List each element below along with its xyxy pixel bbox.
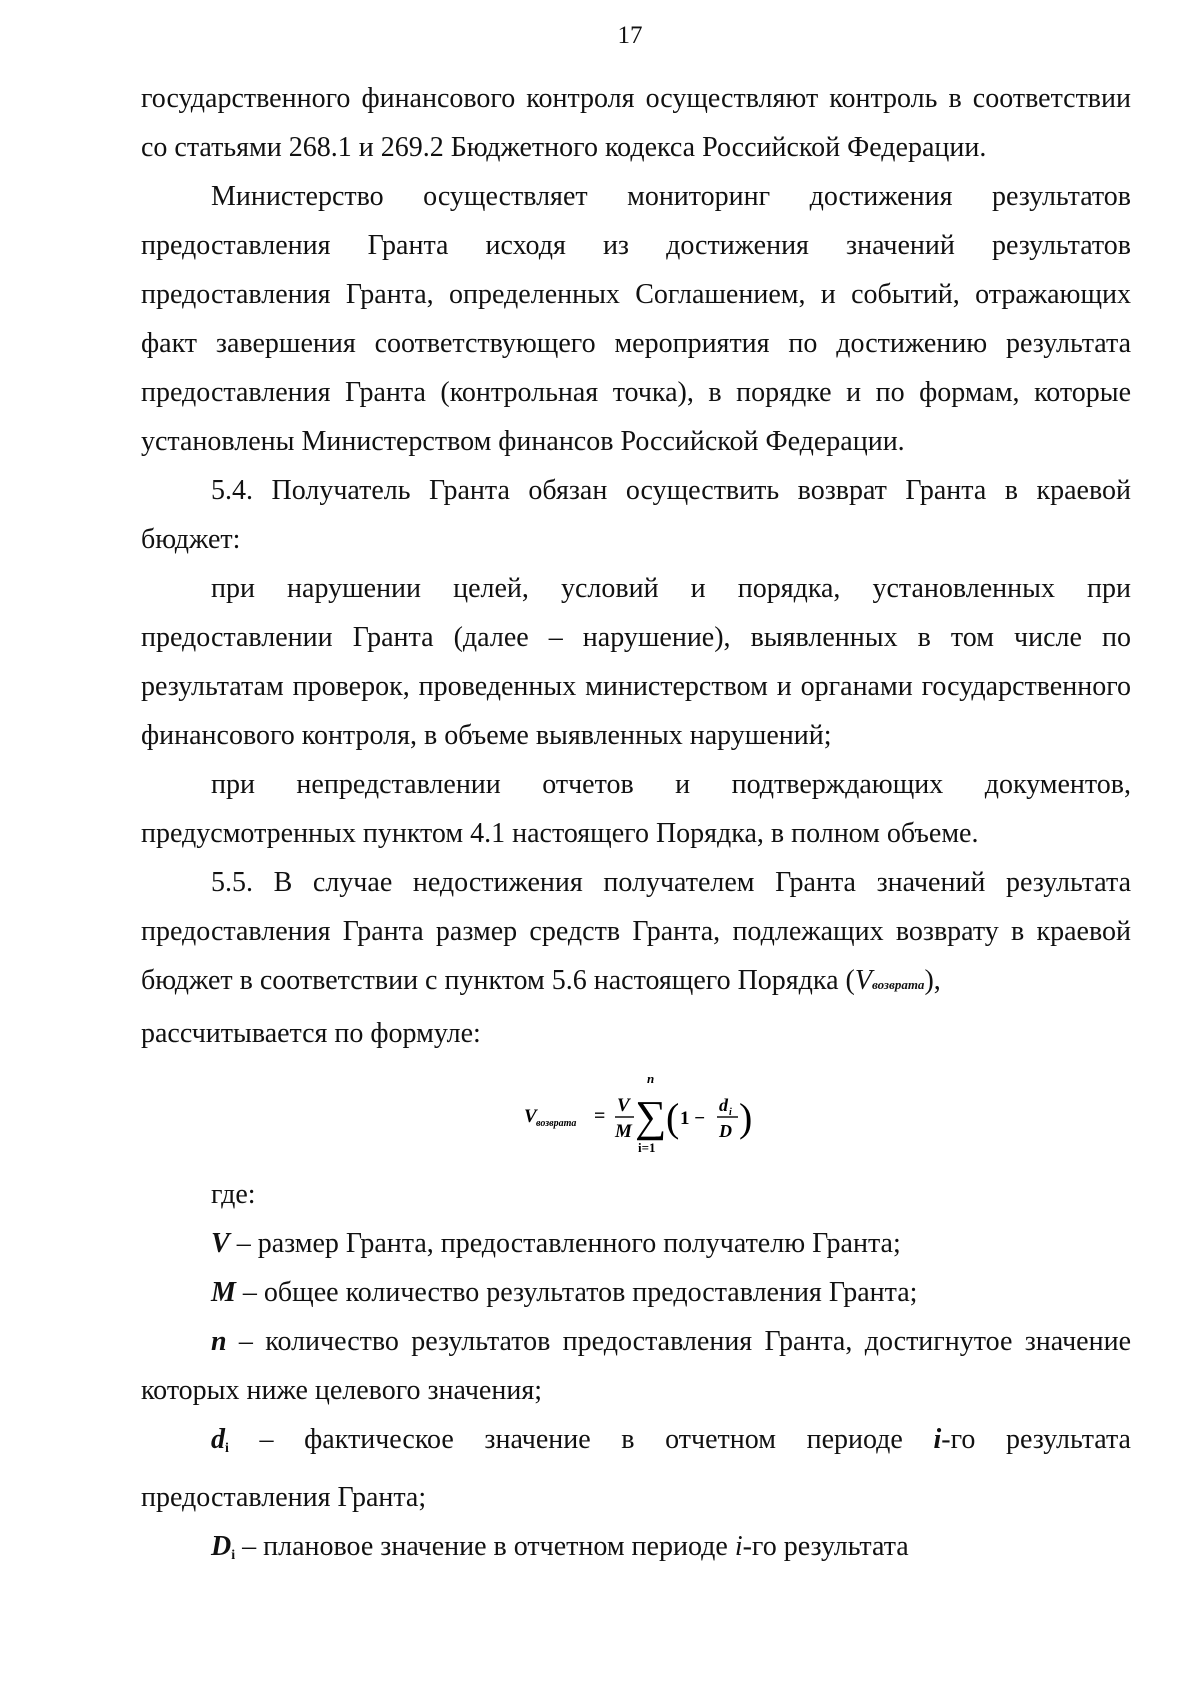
paragraph-5-4: 5.4. Получатель Гранта обязан осуществить возврат Гранта в краевой бюджет:	[141, 475, 1131, 555]
formula-lhs-sub: возврата	[536, 1118, 577, 1129]
formula-num: V	[617, 1095, 630, 1116]
formula-one-minus: 1 −	[680, 1108, 706, 1129]
paragraph-5-5-close: ),	[924, 965, 941, 996]
paragraph-5-5-text: 5.5. В случае недостижения получателем Гранта значений результата предоставления Гранта размер средств Гранта, подлежащих возврату в краевой бюджет в соответствии с пунктом 5.6 настоящего Порядка (	[141, 867, 1131, 996]
def-symbol: M	[211, 1277, 236, 1308]
def-symbol: d	[211, 1424, 225, 1455]
where-label: где:	[211, 1179, 256, 1210]
v-return-subscript: возврата	[871, 977, 925, 992]
paragraph: при нарушении целей, условий и порядка, установленных при предоставлении Гранта (далее – нарушение), выявленных в том числе по результатам проверок, проведенных министерством и органами государственного финансового контроля, в объеме выявленных нарушений;	[141, 573, 1131, 751]
def-symbol: V	[211, 1228, 230, 1259]
def-subscript: i	[231, 1548, 236, 1563]
page-number: 17	[617, 22, 643, 49]
def-symbol: D	[211, 1531, 232, 1562]
def-text: -го результата	[742, 1531, 909, 1562]
def-text: – количество результатов предоставления Гранта, достигнутое значение которых ниже целевого значения;	[141, 1326, 1131, 1406]
sum-upper-limit: n	[647, 1071, 655, 1086]
def-text: – плановое значение в отчетном периоде	[235, 1531, 735, 1562]
formula-equals: =	[594, 1105, 606, 1127]
formula-D: D	[719, 1121, 732, 1141]
definition-n	[141, 1317, 1131, 1415]
def-symbol: n	[211, 1326, 227, 1357]
sum-lower-limit: i=1	[638, 1140, 656, 1155]
sum-sign: ∑	[635, 1092, 667, 1141]
formula-d: d	[719, 1095, 728, 1115]
formula-den: M	[615, 1121, 632, 1142]
formula-lhs: V	[524, 1106, 537, 1127]
def-subscript: i	[225, 1441, 229, 1456]
left-paren: (	[666, 1095, 680, 1140]
paragraph: государственного финансового контроля осуществляют контроль в соответствии со статьями 268.1 и 269.2 Бюджетного кодекса Российской Федерации.	[141, 83, 1131, 163]
def-inline-symbol: i	[734, 1531, 743, 1562]
right-paren: )	[739, 1095, 753, 1140]
definition-d	[141, 1415, 1131, 1522]
v-return-symbol: V	[854, 965, 872, 996]
definition-V	[141, 1219, 1131, 1268]
definition-M	[141, 1268, 1131, 1317]
def-inline-symbol: i	[933, 1424, 942, 1455]
def-text: – фактическое значение в отчетном периоде	[228, 1424, 934, 1455]
document-body	[141, 74, 1131, 1580]
paragraph-5-5	[141, 858, 1131, 1009]
paragraph: при непредставлении отчетов и подтверждающих документов, предусмотренных пунктом 4.1 настоящего Порядка, в полном объеме.	[141, 769, 1131, 849]
formula-intro: рассчитывается по формуле:	[141, 1018, 481, 1049]
formula-graphic	[516, 1064, 796, 1162]
def-text: – общее количество результатов предоставления Гранта;	[235, 1277, 918, 1308]
paragraph: Министерство осуществляет мониторинг достижения результатов предоставления Гранта исходя из достижения значений результатов предоставления Гранта, определенных Соглашением, и событий, отражающих факт завершения соответствующего мероприятия по достижению результата предоставления Гранта (контрольная точка), в порядке и по формам, которые установлены Министерством финансов Российской Федерации.	[141, 181, 1131, 457]
formula-d-sub: i	[729, 1107, 732, 1118]
def-text: – размер Гранта, предоставленного получателю Гранта;	[229, 1228, 901, 1259]
definition-D	[141, 1522, 1131, 1580]
return-formula	[141, 1064, 1131, 1162]
def-text: -го результата предоставления Гранта;	[141, 1424, 1131, 1513]
